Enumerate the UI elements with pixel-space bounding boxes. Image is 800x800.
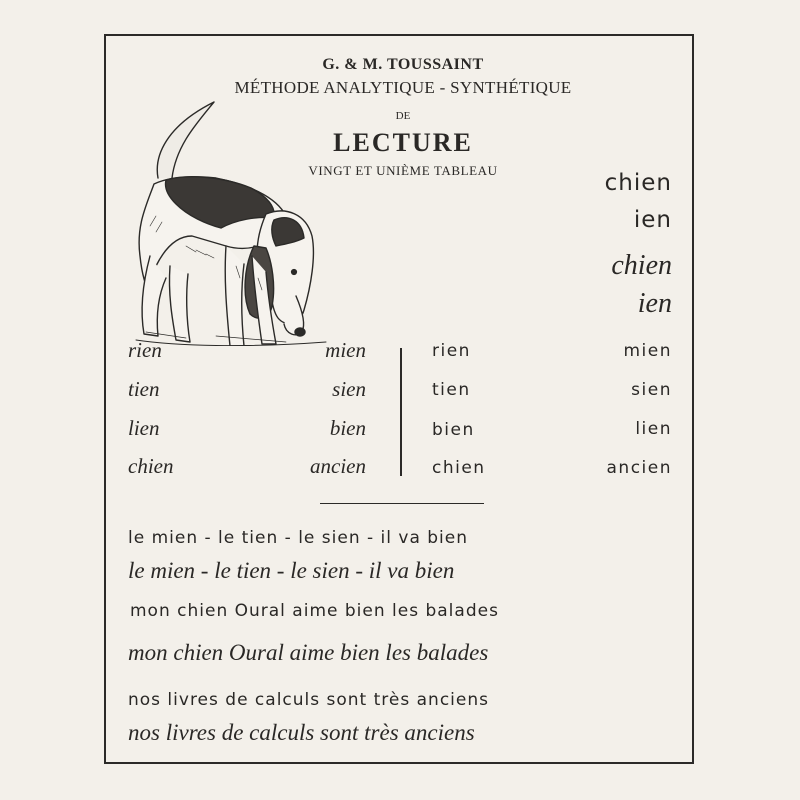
- key-word-script: chien: [611, 250, 672, 281]
- section-divider: [320, 503, 484, 504]
- sentence-2-print: mon chien Oural aime bien les balades: [130, 601, 499, 621]
- page-title: LECTURE: [333, 128, 473, 157]
- script-word-left-2: tien: [128, 377, 160, 401]
- script-word-left-1: rien: [128, 338, 162, 362]
- print-word-left-1: rien: [432, 341, 471, 361]
- key-word-print: chien: [604, 170, 672, 196]
- script-word-left-3: lien: [128, 416, 160, 440]
- script-word-right-2: sien: [332, 377, 366, 401]
- sentence-1-print: le mien - le tien - le sien - il va bien: [128, 528, 469, 548]
- sentence-2-script: mon chien Oural aime bien les balades: [128, 640, 489, 665]
- script-word-right-3: bien: [329, 416, 366, 440]
- print-word-right-1: mien: [623, 341, 672, 361]
- method-heading: MÉTHODE ANALYTIQUE - SYNTHÉTIQUE: [234, 78, 572, 97]
- table-divider: [400, 348, 402, 476]
- script-word-right-4: ancien: [310, 454, 366, 478]
- print-word-right-2: sien: [631, 380, 672, 400]
- reading-sheet: [104, 34, 694, 764]
- page-subtitle: VINGT ET UNIÈME TABLEAU: [308, 163, 498, 178]
- print-word-left-4: chien: [432, 458, 486, 478]
- key-ending-print: ien: [633, 207, 672, 233]
- print-word-left-3: bien: [432, 420, 475, 440]
- script-word-left-4: chien: [128, 454, 174, 478]
- sentence-3-script: nos livres de calculs sont très anciens: [128, 720, 475, 745]
- print-word-right-3: lien: [635, 419, 672, 439]
- print-word-right-4: ancien: [606, 458, 672, 478]
- authors-heading: G. & M. TOUSSAINT: [322, 56, 484, 73]
- key-ending-script: ien: [637, 288, 672, 319]
- print-word-left-2: tien: [432, 380, 471, 400]
- sentence-1-script: le mien - le tien - le sien - il va bien: [128, 558, 455, 583]
- script-word-right-1: mien: [325, 338, 366, 362]
- beagle-dog-illustration: [126, 96, 331, 346]
- sentence-3-print: nos livres de calculs sont très anciens: [128, 690, 489, 710]
- de-label: DE: [395, 110, 411, 122]
